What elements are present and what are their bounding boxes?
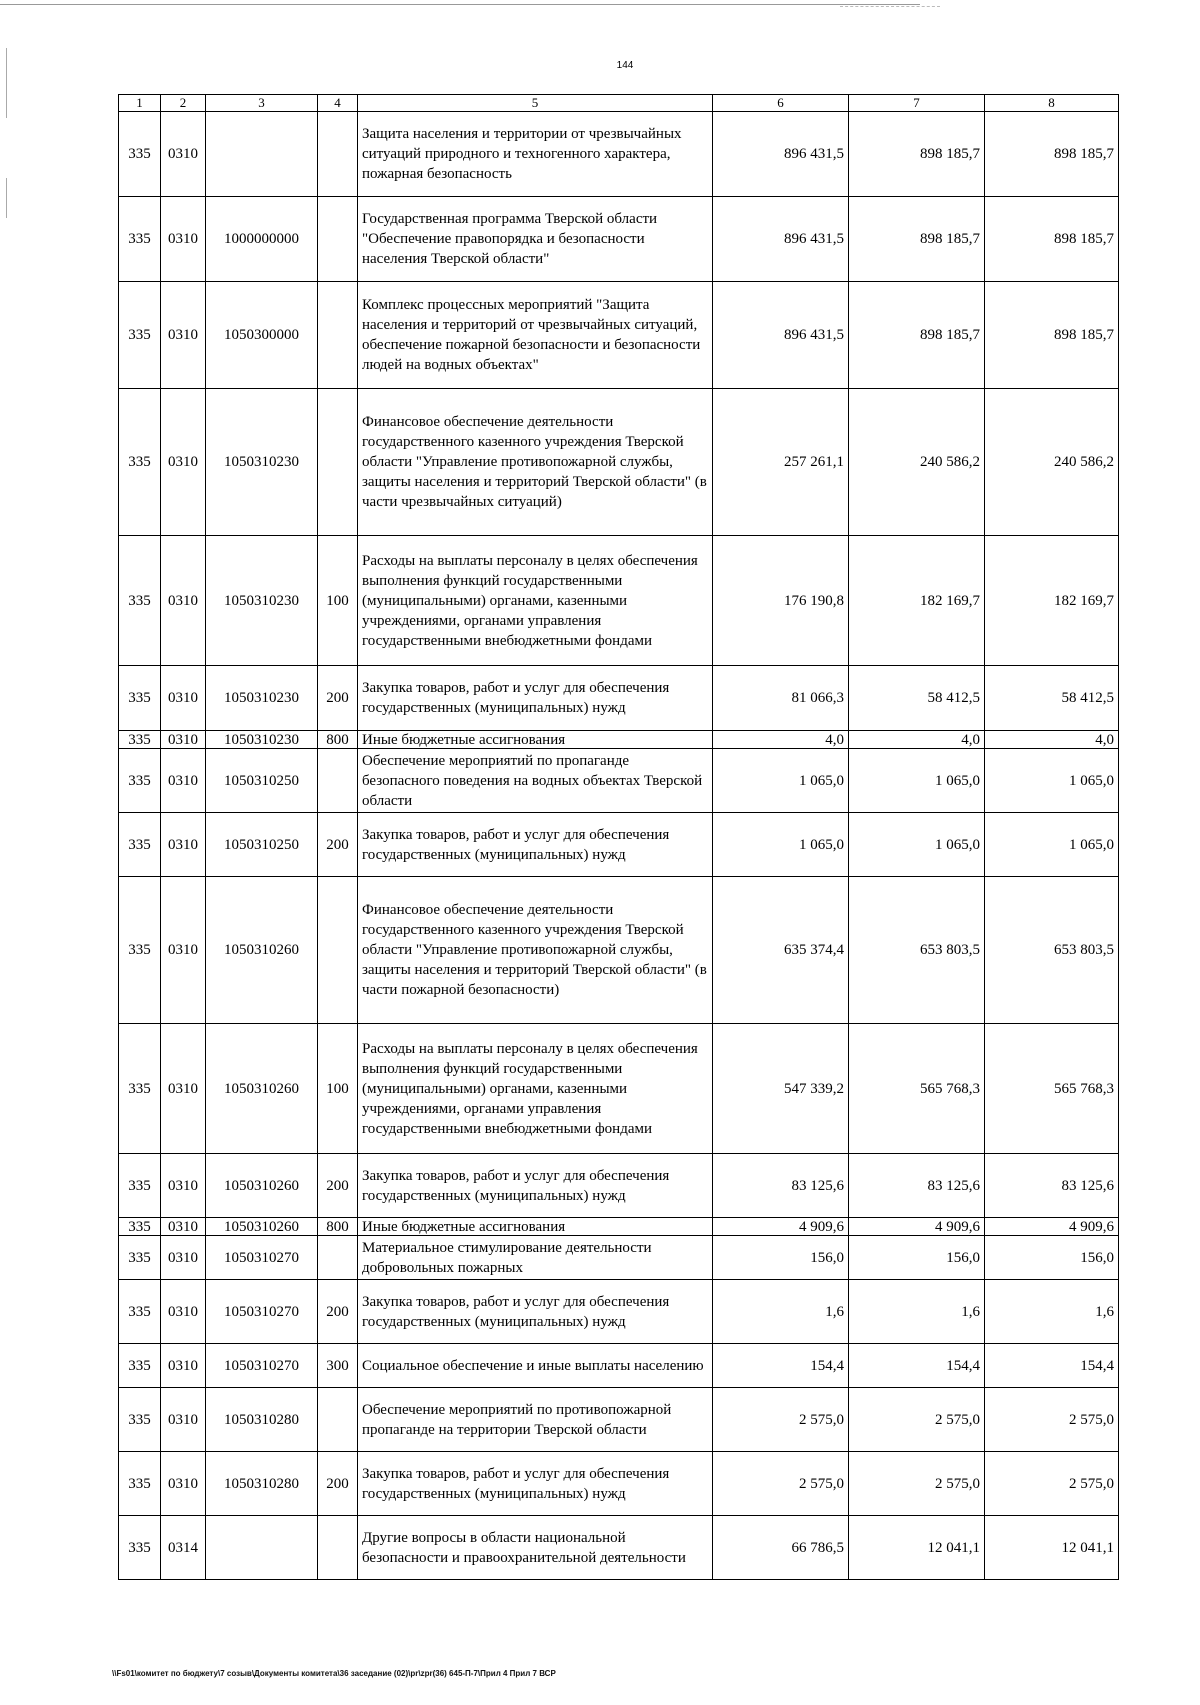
- ministry-code-cell: 335: [119, 731, 161, 749]
- ministry-code-cell: 335: [119, 1218, 161, 1236]
- amount-col8-cell: 12 041,1: [985, 1516, 1119, 1580]
- description-cell: Закупка товаров, работ и услуг для обеспечения государственных (муниципальных) нужд: [358, 1154, 713, 1218]
- section-code-cell: 0310: [161, 1218, 206, 1236]
- target-article-cell: 1050310260: [206, 877, 318, 1024]
- section-code-cell: 0310: [161, 666, 206, 731]
- amount-col7-cell: 156,0: [849, 1236, 985, 1280]
- amount-col6-cell: 154,4: [713, 1344, 849, 1388]
- expense-type-cell: [318, 1516, 358, 1580]
- description-cell: Другие вопросы в области национальной безопасности и правоохранительной деятельности: [358, 1516, 713, 1580]
- target-article-cell: 1050310280: [206, 1388, 318, 1452]
- section-code-cell: 0310: [161, 1344, 206, 1388]
- amount-col7-cell: 2 575,0: [849, 1388, 985, 1452]
- amount-col6-cell: 66 786,5: [713, 1516, 849, 1580]
- budget-table: [118, 94, 1119, 1580]
- section-code-cell: 0310: [161, 1452, 206, 1516]
- expense-type-cell: [318, 749, 358, 813]
- ministry-code-cell: 335: [119, 1516, 161, 1580]
- target-article-cell: 1000000000: [206, 197, 318, 282]
- amount-col8-cell: 898 185,7: [985, 197, 1119, 282]
- ministry-code-cell: 335: [119, 197, 161, 282]
- target-article-cell: 1050310250: [206, 749, 318, 813]
- ministry-code-cell: 335: [119, 282, 161, 389]
- table-row: [119, 112, 1119, 197]
- table-row: [119, 282, 1119, 389]
- table-row: [119, 536, 1119, 666]
- expense-type-cell: 200: [318, 666, 358, 731]
- ministry-code-cell: 335: [119, 1452, 161, 1516]
- amount-col8-cell: 83 125,6: [985, 1154, 1119, 1218]
- ministry-code-cell: 335: [119, 1344, 161, 1388]
- target-article-cell: 1050310230: [206, 389, 318, 536]
- header-cell: 4: [318, 95, 358, 112]
- section-code-cell: 0310: [161, 1024, 206, 1154]
- scan-top-rule: [0, 4, 920, 5]
- table-row: [119, 749, 1119, 813]
- description-cell: Обеспечение мероприятий по противопожарной пропаганде на территории Тверской области: [358, 1388, 713, 1452]
- amount-col6-cell: 896 431,5: [713, 197, 849, 282]
- target-article-cell: [206, 1516, 318, 1580]
- header-cell: 7: [849, 95, 985, 112]
- expense-type-cell: 300: [318, 1344, 358, 1388]
- amount-col8-cell: 154,4: [985, 1344, 1119, 1388]
- amount-col6-cell: 896 431,5: [713, 282, 849, 389]
- expense-type-cell: 200: [318, 1154, 358, 1218]
- amount-col6-cell: 81 066,3: [713, 666, 849, 731]
- expense-type-cell: [318, 282, 358, 389]
- amount-col6-cell: 83 125,6: [713, 1154, 849, 1218]
- expense-type-cell: [318, 1388, 358, 1452]
- target-article-cell: [206, 112, 318, 197]
- header-cell: 8: [985, 95, 1119, 112]
- amount-col8-cell: 156,0: [985, 1236, 1119, 1280]
- description-cell: Обеспечение мероприятий по пропаганде безопасного поведения на водных объектах Тверской области: [358, 749, 713, 813]
- expense-type-cell: 200: [318, 1280, 358, 1344]
- target-article-cell: 1050310260: [206, 1154, 318, 1218]
- table-row: [119, 1344, 1119, 1388]
- target-article-cell: 1050310270: [206, 1236, 318, 1280]
- amount-col8-cell: 2 575,0: [985, 1388, 1119, 1452]
- section-code-cell: 0310: [161, 1280, 206, 1344]
- amount-col6-cell: 1 065,0: [713, 749, 849, 813]
- description-cell: Закупка товаров, работ и услуг для обеспечения государственных (муниципальных) нужд: [358, 1280, 713, 1344]
- amount-col6-cell: 1 065,0: [713, 813, 849, 877]
- target-article-cell: 1050310270: [206, 1344, 318, 1388]
- table-row: [119, 1024, 1119, 1154]
- amount-col7-cell: 4 909,6: [849, 1218, 985, 1236]
- table-row: [119, 1452, 1119, 1516]
- description-cell: Закупка товаров, работ и услуг для обеспечения государственных (муниципальных) нужд: [358, 813, 713, 877]
- amount-col8-cell: 653 803,5: [985, 877, 1119, 1024]
- amount-col8-cell: 182 169,7: [985, 536, 1119, 666]
- amount-col7-cell: 2 575,0: [849, 1452, 985, 1516]
- description-cell: Расходы на выплаты персоналу в целях обеспечения выполнения функций государственными (муниципальными) органами, казенными учреждениями, органами управления государственными внебюджетными фондами: [358, 536, 713, 666]
- scan-top-rule-fragment: [840, 6, 940, 7]
- header-cell: 1: [119, 95, 161, 112]
- amount-col6-cell: 896 431,5: [713, 112, 849, 197]
- amount-col7-cell: 898 185,7: [849, 112, 985, 197]
- scan-left-mark: [6, 48, 7, 118]
- amount-col7-cell: 653 803,5: [849, 877, 985, 1024]
- ministry-code-cell: 335: [119, 389, 161, 536]
- amount-col6-cell: 2 575,0: [713, 1388, 849, 1452]
- table-row: [119, 813, 1119, 877]
- table-row: [119, 1516, 1119, 1580]
- expense-type-cell: [318, 197, 358, 282]
- amount-col6-cell: 176 190,8: [713, 536, 849, 666]
- ministry-code-cell: 335: [119, 813, 161, 877]
- amount-col7-cell: 4,0: [849, 731, 985, 749]
- amount-col6-cell: 257 261,1: [713, 389, 849, 536]
- amount-col7-cell: 1,6: [849, 1280, 985, 1344]
- description-cell: Расходы на выплаты персоналу в целях обеспечения выполнения функций государственными (муниципальными) органами, казенными учреждениями, органами управления государственными внебюджетными фондами: [358, 1024, 713, 1154]
- amount-col8-cell: 898 185,7: [985, 112, 1119, 197]
- target-article-cell: 1050310250: [206, 813, 318, 877]
- header-cell: 3: [206, 95, 318, 112]
- expense-type-cell: 800: [318, 1218, 358, 1236]
- description-cell: Защита населения и территории от чрезвычайных ситуаций природного и техногенного характера, пожарная безопасность: [358, 112, 713, 197]
- ministry-code-cell: 335: [119, 112, 161, 197]
- table-row: [119, 731, 1119, 749]
- table-row: [119, 1218, 1119, 1236]
- table-row: [119, 666, 1119, 731]
- amount-col8-cell: 1,6: [985, 1280, 1119, 1344]
- target-article-cell: 1050300000: [206, 282, 318, 389]
- table-row: [119, 1280, 1119, 1344]
- amount-col7-cell: 1 065,0: [849, 749, 985, 813]
- amount-col8-cell: 58 412,5: [985, 666, 1119, 731]
- description-cell: Материальное стимулирование деятельности добровольных пожарных: [358, 1236, 713, 1280]
- section-code-cell: 0314: [161, 1516, 206, 1580]
- section-code-cell: 0310: [161, 389, 206, 536]
- scan-left-mark: [6, 178, 7, 218]
- description-cell: Комплекс процессных мероприятий "Защита населения и территорий от чрезвычайных ситуаций, обеспечение пожарной безопасности и безопасности людей на водных объектах": [358, 282, 713, 389]
- table-row: [119, 1388, 1119, 1452]
- amount-col8-cell: 4 909,6: [985, 1218, 1119, 1236]
- section-code-cell: 0310: [161, 197, 206, 282]
- amount-col6-cell: 4 909,6: [713, 1218, 849, 1236]
- amount-col7-cell: 240 586,2: [849, 389, 985, 536]
- description-cell: Закупка товаров, работ и услуг для обеспечения государственных (муниципальных) нужд: [358, 1452, 713, 1516]
- expense-type-cell: [318, 389, 358, 536]
- table-row: [119, 197, 1119, 282]
- section-code-cell: 0310: [161, 877, 206, 1024]
- header-cell: 5: [358, 95, 713, 112]
- description-cell: Финансовое обеспечение деятельности государственного казенного учреждения Тверской области "Управление противопожарной службы, защиты населения и территорий Тверской области" (в части чрезвычайных ситуаций): [358, 389, 713, 536]
- amount-col8-cell: 565 768,3: [985, 1024, 1119, 1154]
- expense-type-cell: 800: [318, 731, 358, 749]
- description-cell: Социальное обеспечение и иные выплаты населению: [358, 1344, 713, 1388]
- amount-col6-cell: 4,0: [713, 731, 849, 749]
- amount-col8-cell: 4,0: [985, 731, 1119, 749]
- target-article-cell: 1050310270: [206, 1280, 318, 1344]
- target-article-cell: 1050310260: [206, 1024, 318, 1154]
- amount-col8-cell: 898 185,7: [985, 282, 1119, 389]
- description-cell: Закупка товаров, работ и услуг для обеспечения государственных (муниципальных) нужд: [358, 666, 713, 731]
- page-number: 144: [616, 60, 634, 71]
- header-cell: 2: [161, 95, 206, 112]
- section-code-cell: 0310: [161, 536, 206, 666]
- target-article-cell: 1050310280: [206, 1452, 318, 1516]
- ministry-code-cell: 335: [119, 666, 161, 731]
- ministry-code-cell: 335: [119, 1024, 161, 1154]
- amount-col7-cell: 898 185,7: [849, 282, 985, 389]
- section-code-cell: 0310: [161, 112, 206, 197]
- target-article-cell: 1050310230: [206, 536, 318, 666]
- expense-type-cell: 100: [318, 1024, 358, 1154]
- ministry-code-cell: 335: [119, 536, 161, 666]
- table-header-row: [119, 95, 1119, 112]
- section-code-cell: 0310: [161, 282, 206, 389]
- amount-col7-cell: 58 412,5: [849, 666, 985, 731]
- file-path-footer: \\Fs01\комитет по бюджету\7 созыв\Документы комитета\36 заседание (02)\pr\zpr(36) 645-П-7\Прил 4 Прил 7 ВСР: [112, 1669, 556, 1678]
- description-cell: Иные бюджетные ассигнования: [358, 731, 713, 749]
- header-cell: 6: [713, 95, 849, 112]
- ministry-code-cell: 335: [119, 1280, 161, 1344]
- ministry-code-cell: 335: [119, 1236, 161, 1280]
- amount-col7-cell: 898 185,7: [849, 197, 985, 282]
- amount-col6-cell: 635 374,4: [713, 877, 849, 1024]
- amount-col6-cell: 2 575,0: [713, 1452, 849, 1516]
- amount-col6-cell: 1,6: [713, 1280, 849, 1344]
- amount-col7-cell: 12 041,1: [849, 1516, 985, 1580]
- section-code-cell: 0310: [161, 1236, 206, 1280]
- expense-type-cell: 200: [318, 1452, 358, 1516]
- amount-col7-cell: 1 065,0: [849, 813, 985, 877]
- amount-col8-cell: 240 586,2: [985, 389, 1119, 536]
- amount-col8-cell: 2 575,0: [985, 1452, 1119, 1516]
- ministry-code-cell: 335: [119, 1154, 161, 1218]
- table-row: [119, 1154, 1119, 1218]
- expense-type-cell: [318, 877, 358, 1024]
- section-code-cell: 0310: [161, 731, 206, 749]
- ministry-code-cell: 335: [119, 1388, 161, 1452]
- expense-type-cell: [318, 112, 358, 197]
- amount-col6-cell: 547 339,2: [713, 1024, 849, 1154]
- table-row: [119, 1236, 1119, 1280]
- amount-col8-cell: 1 065,0: [985, 749, 1119, 813]
- table-row: [119, 877, 1119, 1024]
- table-row: [119, 389, 1119, 536]
- description-cell: Финансовое обеспечение деятельности государственного казенного учреждения Тверской области "Управление противопожарной службы, защиты населения и территорий Тверской области" (в части пожарной безопасности): [358, 877, 713, 1024]
- ministry-code-cell: 335: [119, 877, 161, 1024]
- target-article-cell: 1050310260: [206, 1218, 318, 1236]
- expense-type-cell: [318, 1236, 358, 1280]
- section-code-cell: 0310: [161, 1388, 206, 1452]
- ministry-code-cell: 335: [119, 749, 161, 813]
- amount-col8-cell: 1 065,0: [985, 813, 1119, 877]
- description-cell: Государственная программа Тверской области "Обеспечение правопорядка и безопасности населения Тверской области": [358, 197, 713, 282]
- expense-type-cell: 200: [318, 813, 358, 877]
- section-code-cell: 0310: [161, 813, 206, 877]
- description-cell: Иные бюджетные ассигнования: [358, 1218, 713, 1236]
- expense-type-cell: 100: [318, 536, 358, 666]
- section-code-cell: 0310: [161, 1154, 206, 1218]
- amount-col7-cell: 154,4: [849, 1344, 985, 1388]
- target-article-cell: 1050310230: [206, 666, 318, 731]
- amount-col6-cell: 156,0: [713, 1236, 849, 1280]
- section-code-cell: 0310: [161, 749, 206, 813]
- amount-col7-cell: 83 125,6: [849, 1154, 985, 1218]
- amount-col7-cell: 565 768,3: [849, 1024, 985, 1154]
- amount-col7-cell: 182 169,7: [849, 536, 985, 666]
- target-article-cell: 1050310230: [206, 731, 318, 749]
